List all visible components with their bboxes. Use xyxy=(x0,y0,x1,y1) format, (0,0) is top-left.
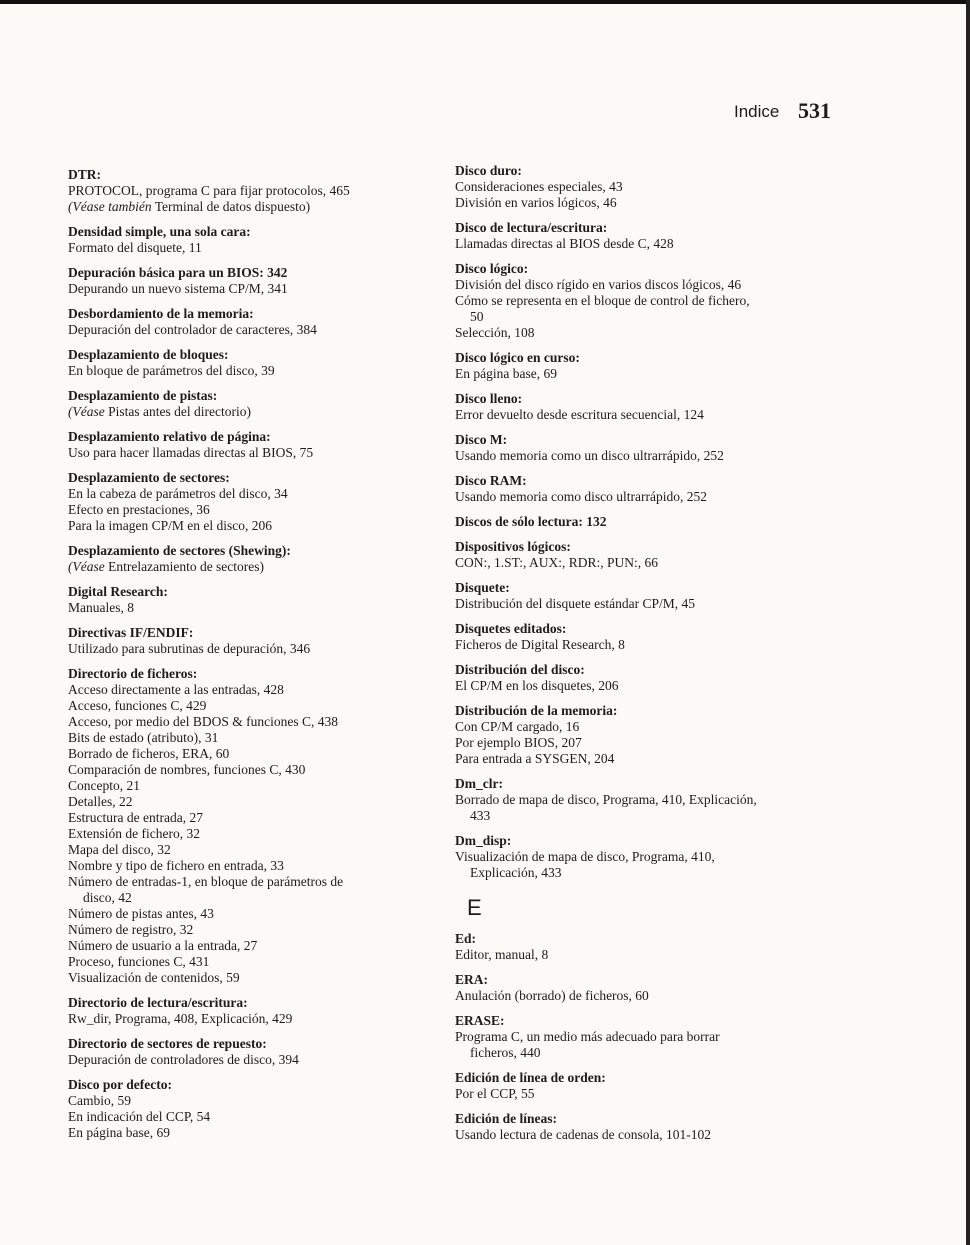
index-column-right xyxy=(455,163,825,1152)
index-subentry: ficheros, 440 xyxy=(470,1045,541,1060)
index-term: Disco M: xyxy=(455,432,508,447)
index-entry xyxy=(455,662,825,694)
index-entry xyxy=(455,1111,825,1143)
index-subentry: Para entrada a SYSGEN, 204 xyxy=(455,751,615,766)
index-term: Directivas IF/ENDIF: xyxy=(68,625,194,640)
index-entry xyxy=(455,1013,825,1061)
index-subentry: Número de usuario a la entrada, 27 xyxy=(68,938,258,953)
index-subentry: Estructura de entrada, 27 xyxy=(68,810,203,825)
index-subentry: disco, 42 xyxy=(83,890,132,905)
index-subentry xyxy=(68,199,428,215)
index-entry xyxy=(68,388,428,420)
see-also-target: Terminal de datos dispuesto) xyxy=(151,199,311,214)
index-term: Desplazamiento de sectores (Shewing): xyxy=(68,543,291,558)
index-subentry: Número de pistas antes, 43 xyxy=(68,906,214,921)
index-term: Edición de línea de orden: xyxy=(455,1070,606,1085)
index-subentry: Distribución del disquete estándar CP/M, 45 xyxy=(455,596,695,611)
index-subentry: En página base, 69 xyxy=(455,366,557,381)
index-subentry: Cambio, 59 xyxy=(68,1093,131,1108)
index-entry xyxy=(68,306,428,338)
index-term: Desplazamiento de pistas: xyxy=(68,388,218,403)
index-term: Depuración básica para un BIOS: 342 xyxy=(68,265,288,280)
index-subentry: Para la imagen CP/M en el disco, 206 xyxy=(68,518,272,533)
index-entry xyxy=(455,931,825,963)
index-subentry xyxy=(68,559,428,575)
index-entry xyxy=(455,514,825,530)
index-term: Desbordamiento de la memoria: xyxy=(68,306,254,321)
index-subentry: Detalles, 22 xyxy=(68,794,133,809)
index-entry xyxy=(68,224,428,256)
index-term: Disco lleno: xyxy=(455,391,523,406)
index-entry xyxy=(455,776,825,824)
index-subentry: Usando memoria como un disco ultrarrápido, 252 xyxy=(455,448,724,463)
index-entry xyxy=(68,265,428,297)
index-entry xyxy=(455,833,825,881)
page-top-edge xyxy=(0,0,970,4)
see-also-target: Entrelazamiento de sectores) xyxy=(104,559,265,574)
index-subentry: Manuales, 8 xyxy=(68,600,134,615)
index-subentry: Depuración del controlador de caracteres, 384 xyxy=(68,322,317,337)
index-subentry: En la cabeza de parámetros del disco, 34 xyxy=(68,486,288,501)
index-subentry: Nombre y tipo de fichero en entrada, 33 xyxy=(68,858,284,873)
index-subentry: Rw_dir, Programa, 408, Explicación, 429 xyxy=(68,1011,293,1026)
index-entry xyxy=(455,163,825,211)
index-entry xyxy=(455,972,825,1004)
index-term: Disco por defecto: xyxy=(68,1077,172,1092)
index-subentry: Anulación (borrado) de ficheros, 60 xyxy=(455,988,649,1003)
index-subentry: El CP/M en los disquetes, 206 xyxy=(455,678,619,693)
index-entry xyxy=(455,473,825,505)
index-subentry: División en varios lógicos, 46 xyxy=(455,195,617,210)
index-entry xyxy=(455,220,825,252)
index-entry xyxy=(68,666,428,986)
index-term: ERASE: xyxy=(455,1013,505,1028)
index-term: Disco de lectura/escritura: xyxy=(455,220,608,235)
index-term: Disco duro: xyxy=(455,163,522,178)
running-header xyxy=(734,98,854,128)
index-subentry: Usando memoria como disco ultrarrápido, 252 xyxy=(455,489,707,504)
index-subentry: Acceso, por medio del BDOS & funciones C, 438 xyxy=(68,714,338,729)
index-term: Dm_disp: xyxy=(455,833,512,848)
index-subentry: Extensión de fichero, 32 xyxy=(68,826,200,841)
index-entry xyxy=(455,621,825,653)
index-subentry: Proceso, funciones C, 431 xyxy=(68,954,210,969)
index-term: Distribución del disco: xyxy=(455,662,585,677)
index-term: Disquetes editados: xyxy=(455,621,567,636)
index-subentry: Formato del disquete, 11 xyxy=(68,240,202,255)
index-subentry: Con CP/M cargado, 16 xyxy=(455,719,580,734)
index-subentry: Bits de estado (atributo), 31 xyxy=(68,730,219,745)
index-entry xyxy=(455,350,825,382)
index-subentry: Usando lectura de cadenas de consola, 101-102 xyxy=(455,1127,712,1142)
index-term: Directorio de sectores de repuesto: xyxy=(68,1036,267,1051)
index-subentry: Consideraciones especiales, 43 xyxy=(455,179,623,194)
index-term: Dispositivos lógicos: xyxy=(455,539,571,554)
index-term: Disco lógico: xyxy=(455,261,529,276)
index-entry xyxy=(455,261,825,341)
index-term: Directorio de ficheros: xyxy=(68,666,198,681)
index-subentry: Programa C, un medio más adecuado para borrar xyxy=(455,1029,720,1044)
index-subentry: Explicación, 433 xyxy=(470,865,562,880)
section-letter: E xyxy=(467,895,482,920)
index-entry xyxy=(68,543,428,575)
index-entry xyxy=(68,625,428,657)
index-entry xyxy=(68,1036,428,1068)
index-entry xyxy=(455,432,825,464)
index-subentry: Por ejemplo BIOS, 207 xyxy=(455,735,582,750)
index-subentry: Visualización de mapa de disco, Programa, 410, xyxy=(455,849,715,864)
index-subentry: Borrado de mapa de disco, Programa, 410, Explicación, xyxy=(455,792,757,807)
index-subentry: División del disco rígido en varios discos lógicos, 46 xyxy=(455,277,742,292)
index-subentry xyxy=(68,404,428,420)
index-subentry: Ficheros de Digital Research, 8 xyxy=(455,637,625,652)
index-entry xyxy=(455,703,825,767)
index-term: Disco RAM: xyxy=(455,473,527,488)
index-entry xyxy=(68,347,428,379)
index-subentry: Visualización de contenidos, 59 xyxy=(68,970,240,985)
index-term: Disquete: xyxy=(455,580,510,595)
index-term: Distribución de la memoria: xyxy=(455,703,618,718)
header-title: Indice xyxy=(734,102,780,121)
see-also-target: Pistas antes del directorio) xyxy=(104,404,251,419)
index-subentry: Mapa del disco, 32 xyxy=(68,842,171,857)
see-also-label: (Véase xyxy=(68,404,105,419)
index-subentry: En indicación del CCP, 54 xyxy=(68,1109,211,1124)
index-subentry: Número de registro, 32 xyxy=(68,922,194,937)
index-subentry: Error devuelto desde escritura secuencial, 124 xyxy=(455,407,704,422)
index-subentry: CON:, 1.ST:, AUX:, RDR:, PUN:, 66 xyxy=(455,555,658,570)
index-term: Ed: xyxy=(455,931,477,946)
index-subentry: Utilizado para subrutinas de depuración, 346 xyxy=(68,641,311,656)
index-subentry: Editor, manual, 8 xyxy=(455,947,549,962)
index-subentry: Uso para hacer llamadas directas al BIOS, 75 xyxy=(68,445,314,460)
index-entry xyxy=(68,995,428,1027)
index-entry xyxy=(455,539,825,571)
index-entry xyxy=(68,584,428,616)
see-also-label: (Véase xyxy=(68,559,105,574)
index-term: Dm_clr: xyxy=(455,776,503,791)
index-subentry: Depuración de controladores de disco, 394 xyxy=(68,1052,299,1067)
index-entry xyxy=(455,580,825,612)
index-term: Discos de sólo lectura: 132 xyxy=(455,514,607,529)
index-subentry: En página base, 69 xyxy=(68,1125,170,1140)
index-term: Desplazamiento relativo de página: xyxy=(68,429,271,444)
index-entry xyxy=(455,1070,825,1102)
index-term: Directorio de lectura/escritura: xyxy=(68,995,248,1010)
index-subentry: 50 xyxy=(470,309,484,324)
index-subentry: Llamadas directas al BIOS desde C, 428 xyxy=(455,236,674,251)
index-entry xyxy=(68,470,428,534)
index-term: ERA: xyxy=(455,972,488,987)
index-entry xyxy=(455,391,825,423)
index-subentry: Depurando un nuevo sistema CP/M, 341 xyxy=(68,281,288,296)
index-subentry: Número de entradas-1, en bloque de parámetros de xyxy=(68,874,344,889)
index-column-left xyxy=(68,167,428,1150)
index-subentry: Comparación de nombres, funciones C, 430 xyxy=(68,762,306,777)
index-subentry: 433 xyxy=(470,808,491,823)
index-subentry: Efecto en prestaciones, 36 xyxy=(68,502,210,517)
index-term: Disco lógico en curso: xyxy=(455,350,580,365)
index-term: Digital Research: xyxy=(68,584,168,599)
index-subentry: Acceso, funciones C, 429 xyxy=(68,698,207,713)
page-number: 531 xyxy=(798,98,831,123)
page-right-edge xyxy=(966,0,970,1245)
index-subentry: En bloque de parámetros del disco, 39 xyxy=(68,363,275,378)
index-term: Desplazamiento de sectores: xyxy=(68,470,230,485)
index-subentry: Acceso directamente a las entradas, 428 xyxy=(68,682,284,697)
index-entry xyxy=(68,1077,428,1141)
index-subentry: Borrado de ficheros, ERA, 60 xyxy=(68,746,230,761)
index-term: Edición de líneas: xyxy=(455,1111,558,1126)
index-subentry: Por el CCP, 55 xyxy=(455,1086,535,1101)
index-subentry: Concepto, 21 xyxy=(68,778,140,793)
index-term: DTR: xyxy=(68,167,101,182)
index-subentry: PROTOCOL, programa C para fijar protocolos, 465 xyxy=(68,183,350,198)
index-subentry: Selección, 108 xyxy=(455,325,535,340)
index-entry xyxy=(68,429,428,461)
index-term: Desplazamiento de bloques: xyxy=(68,347,229,362)
see-also-label: (Véase también xyxy=(68,199,152,214)
index-subentry: Cómo se representa en el bloque de control de fichero, xyxy=(455,293,750,308)
index-entry xyxy=(68,167,428,215)
index-term: Densidad simple, una sola cara: xyxy=(68,224,251,239)
